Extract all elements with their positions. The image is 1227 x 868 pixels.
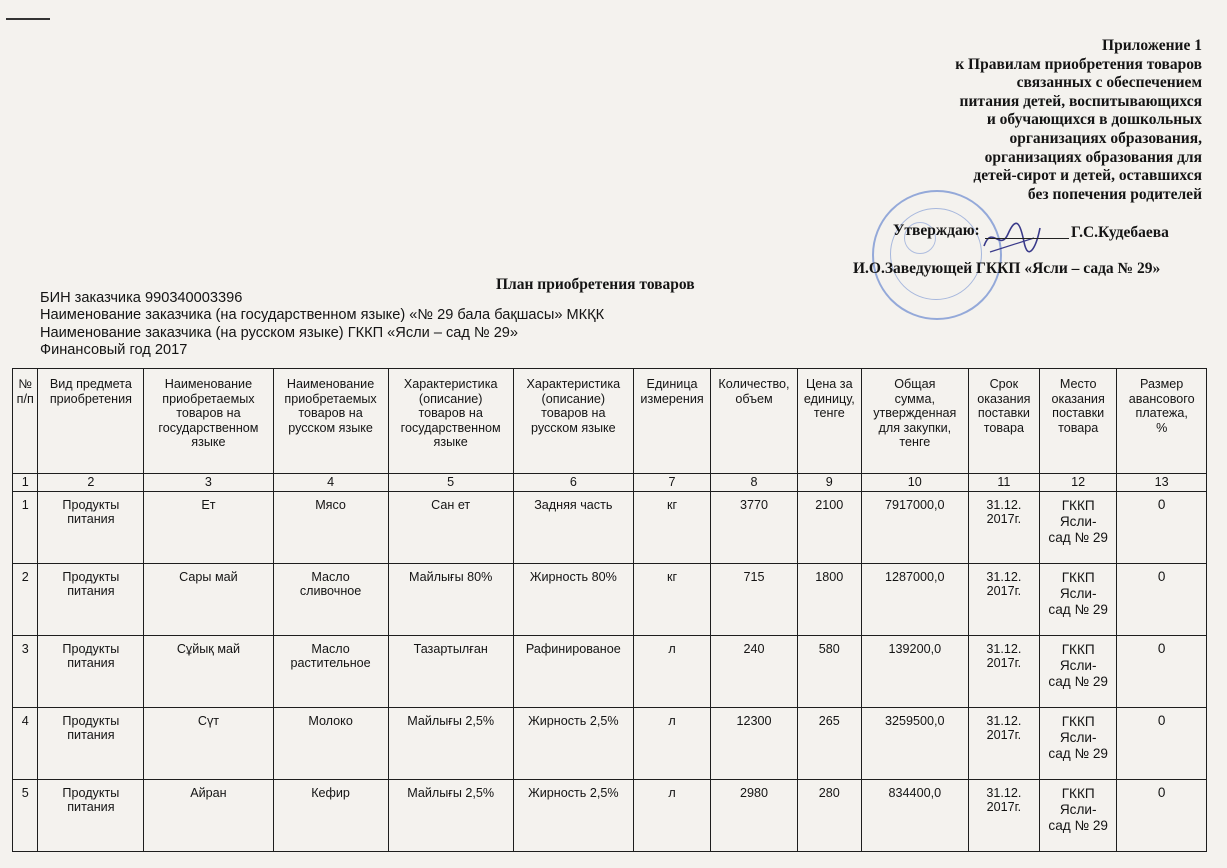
- cell-unit: кг: [633, 492, 710, 564]
- column-number: 9: [797, 474, 861, 492]
- procurement-table: [12, 368, 1207, 852]
- header-cell: № п/п: [13, 369, 38, 474]
- cell-name-ru: Масло растительное: [273, 636, 388, 708]
- signature-line: [985, 238, 1069, 239]
- cell-deadline: 31.12. 2017г.: [968, 636, 1039, 708]
- appendix-line: к Правилам приобретения товаров: [955, 55, 1202, 73]
- column-number: 12: [1040, 474, 1117, 492]
- cell-name-state: Сары май: [144, 564, 273, 636]
- cell-desc-ru: Рафинированое: [513, 636, 633, 708]
- header-cell: Наименование приобретаемых товаров на государственном языке: [144, 369, 273, 474]
- cell-quantity: 715: [711, 564, 798, 636]
- approval-block: [835, 222, 1207, 277]
- cell-place: ГККП Ясли- сад № 29: [1040, 636, 1117, 708]
- column-number: 6: [513, 474, 633, 492]
- table-header-row: [13, 369, 1207, 474]
- cell-desc-state: Майлығы 2,5%: [388, 780, 513, 852]
- cell-number: 5: [13, 780, 38, 852]
- cell-total: 3259500,0: [861, 708, 968, 780]
- customer-name-state: Наименование заказчика (на государственном языке) «№ 29 бала бақшасы» МКҚК: [40, 307, 605, 324]
- cell-unit: л: [633, 780, 710, 852]
- cell-deadline: 31.12. 2017г.: [968, 492, 1039, 564]
- cell-desc-state: Тазартылған: [388, 636, 513, 708]
- cell-number: 3: [13, 636, 38, 708]
- table-row: [13, 636, 1207, 708]
- cell-desc-state: Майлығы 80%: [388, 564, 513, 636]
- cell-name-state: Айран: [144, 780, 273, 852]
- header-cell: Наименование приобретаемых товаров на русском языке: [273, 369, 388, 474]
- approver-position: И.О.Заведующей ГККП «Ясли – сада № 29»: [853, 260, 1161, 277]
- cell-number: 2: [13, 564, 38, 636]
- cell-advance: 0: [1117, 564, 1207, 636]
- table-row: [13, 708, 1207, 780]
- cell-subject-type: Продукты питания: [38, 780, 144, 852]
- cell-name-ru: Кефир: [273, 780, 388, 852]
- cell-deadline: 31.12. 2017г.: [968, 780, 1039, 852]
- appendix-line: без попечения родителей: [1027, 185, 1202, 203]
- cell-name-ru: Масло сливочное: [273, 564, 388, 636]
- column-number: 7: [633, 474, 710, 492]
- cell-name-state: Ет: [144, 492, 273, 564]
- cell-desc-ru: Жирность 80%: [513, 564, 633, 636]
- header-cell: Цена за единицу, тенге: [797, 369, 861, 474]
- cell-name-state: Сұйық май: [144, 636, 273, 708]
- cell-unit: л: [633, 636, 710, 708]
- cell-total: 1287000,0: [861, 564, 968, 636]
- appendix-line: детей-сирот и детей, оставшихся: [973, 167, 1202, 185]
- header-cell: Характеристика (описание) товаров на русском языке: [513, 369, 633, 474]
- cell-advance: 0: [1117, 492, 1207, 564]
- financial-year: Финансовый год 2017: [40, 342, 188, 359]
- approver-name: Г.С.Кудебаева: [1071, 224, 1169, 241]
- document-title: План приобретения товаров: [496, 276, 695, 293]
- cell-subject-type: Продукты питания: [38, 564, 144, 636]
- table-row: [13, 492, 1207, 564]
- cell-quantity: 3770: [711, 492, 798, 564]
- customer-info: [40, 290, 604, 360]
- scan-edge-mark: [6, 18, 50, 20]
- appendix-line: Приложение 1: [1102, 37, 1202, 54]
- cell-place: ГККП Ясли- сад № 29: [1040, 492, 1117, 564]
- cell-quantity: 2980: [711, 780, 798, 852]
- column-number: 1: [13, 474, 38, 492]
- cell-number: 4: [13, 708, 38, 780]
- cell-advance: 0: [1117, 780, 1207, 852]
- column-number: 5: [388, 474, 513, 492]
- cell-unit-price: 1800: [797, 564, 861, 636]
- cell-place: ГККП Ясли- сад № 29: [1040, 564, 1117, 636]
- appendix-line: связанных с обеспечением: [1016, 74, 1202, 92]
- cell-total: 139200,0: [861, 636, 968, 708]
- cell-unit-price: 2100: [797, 492, 861, 564]
- header-cell: Размер авансового платежа, %: [1117, 369, 1207, 474]
- cell-quantity: 12300: [711, 708, 798, 780]
- cell-quantity: 240: [711, 636, 798, 708]
- column-number: 10: [861, 474, 968, 492]
- column-number: 11: [968, 474, 1039, 492]
- appendix-header: [902, 37, 1202, 204]
- column-number: 13: [1117, 474, 1207, 492]
- cell-unit-price: 580: [797, 636, 861, 708]
- column-number: 8: [711, 474, 798, 492]
- column-number: 3: [144, 474, 273, 492]
- cell-unit: л: [633, 708, 710, 780]
- cell-subject-type: Продукты питания: [38, 636, 144, 708]
- cell-advance: 0: [1117, 708, 1207, 780]
- table-row: [13, 564, 1207, 636]
- header-cell: Общая сумма, утвержденная для закупки, тенге: [861, 369, 968, 474]
- column-number-row: [13, 474, 1207, 492]
- header-cell: Срок оказания поставки товара: [968, 369, 1039, 474]
- cell-advance: 0: [1117, 636, 1207, 708]
- cell-desc-ru: Жирность 2,5%: [513, 780, 633, 852]
- cell-desc-ru: Жирность 2,5%: [513, 708, 633, 780]
- approval-label: Утверждаю:: [893, 222, 980, 239]
- header-cell: Единица измерения: [633, 369, 710, 474]
- cell-desc-ru: Задняя часть: [513, 492, 633, 564]
- cell-number: 1: [13, 492, 38, 564]
- cell-total: 834400,0: [861, 780, 968, 852]
- cell-deadline: 31.12. 2017г.: [968, 708, 1039, 780]
- cell-total: 7917000,0: [861, 492, 968, 564]
- cell-unit: кг: [633, 564, 710, 636]
- cell-name-ru: Молоко: [273, 708, 388, 780]
- appendix-line: организациях образования для: [984, 148, 1202, 166]
- cell-desc-state: Майлығы 2,5%: [388, 708, 513, 780]
- cell-subject-type: Продукты питания: [38, 492, 144, 564]
- header-cell: Количество, объем: [711, 369, 798, 474]
- cell-unit-price: 265: [797, 708, 861, 780]
- column-number: 4: [273, 474, 388, 492]
- cell-subject-type: Продукты питания: [38, 708, 144, 780]
- header-cell: Характеристика (описание) товаров на государственном языке: [388, 369, 513, 474]
- appendix-line: питания детей, воспитывающихся: [959, 92, 1202, 110]
- table-row: [13, 780, 1207, 852]
- cell-desc-state: Сан ет: [388, 492, 513, 564]
- cell-name-state: Сүт: [144, 708, 273, 780]
- column-number: 2: [38, 474, 144, 492]
- cell-name-ru: Мясо: [273, 492, 388, 564]
- appendix-line: и обучающихся в дошкольных: [986, 111, 1202, 129]
- appendix-line: организациях образования,: [1009, 129, 1202, 147]
- cell-place: ГККП Ясли- сад № 29: [1040, 708, 1117, 780]
- cell-place: ГККП Ясли- сад № 29: [1040, 780, 1117, 852]
- cell-unit-price: 280: [797, 780, 861, 852]
- header-cell: Место оказания поставки товара: [1040, 369, 1117, 474]
- customer-bin: БИН заказчика 990340003396: [40, 290, 243, 306]
- cell-deadline: 31.12. 2017г.: [968, 564, 1039, 636]
- customer-name-ru: Наименование заказчика (на русском языке) ГККП «Ясли – сад № 29»: [40, 324, 519, 341]
- header-cell: Вид предмета приобретения: [38, 369, 144, 474]
